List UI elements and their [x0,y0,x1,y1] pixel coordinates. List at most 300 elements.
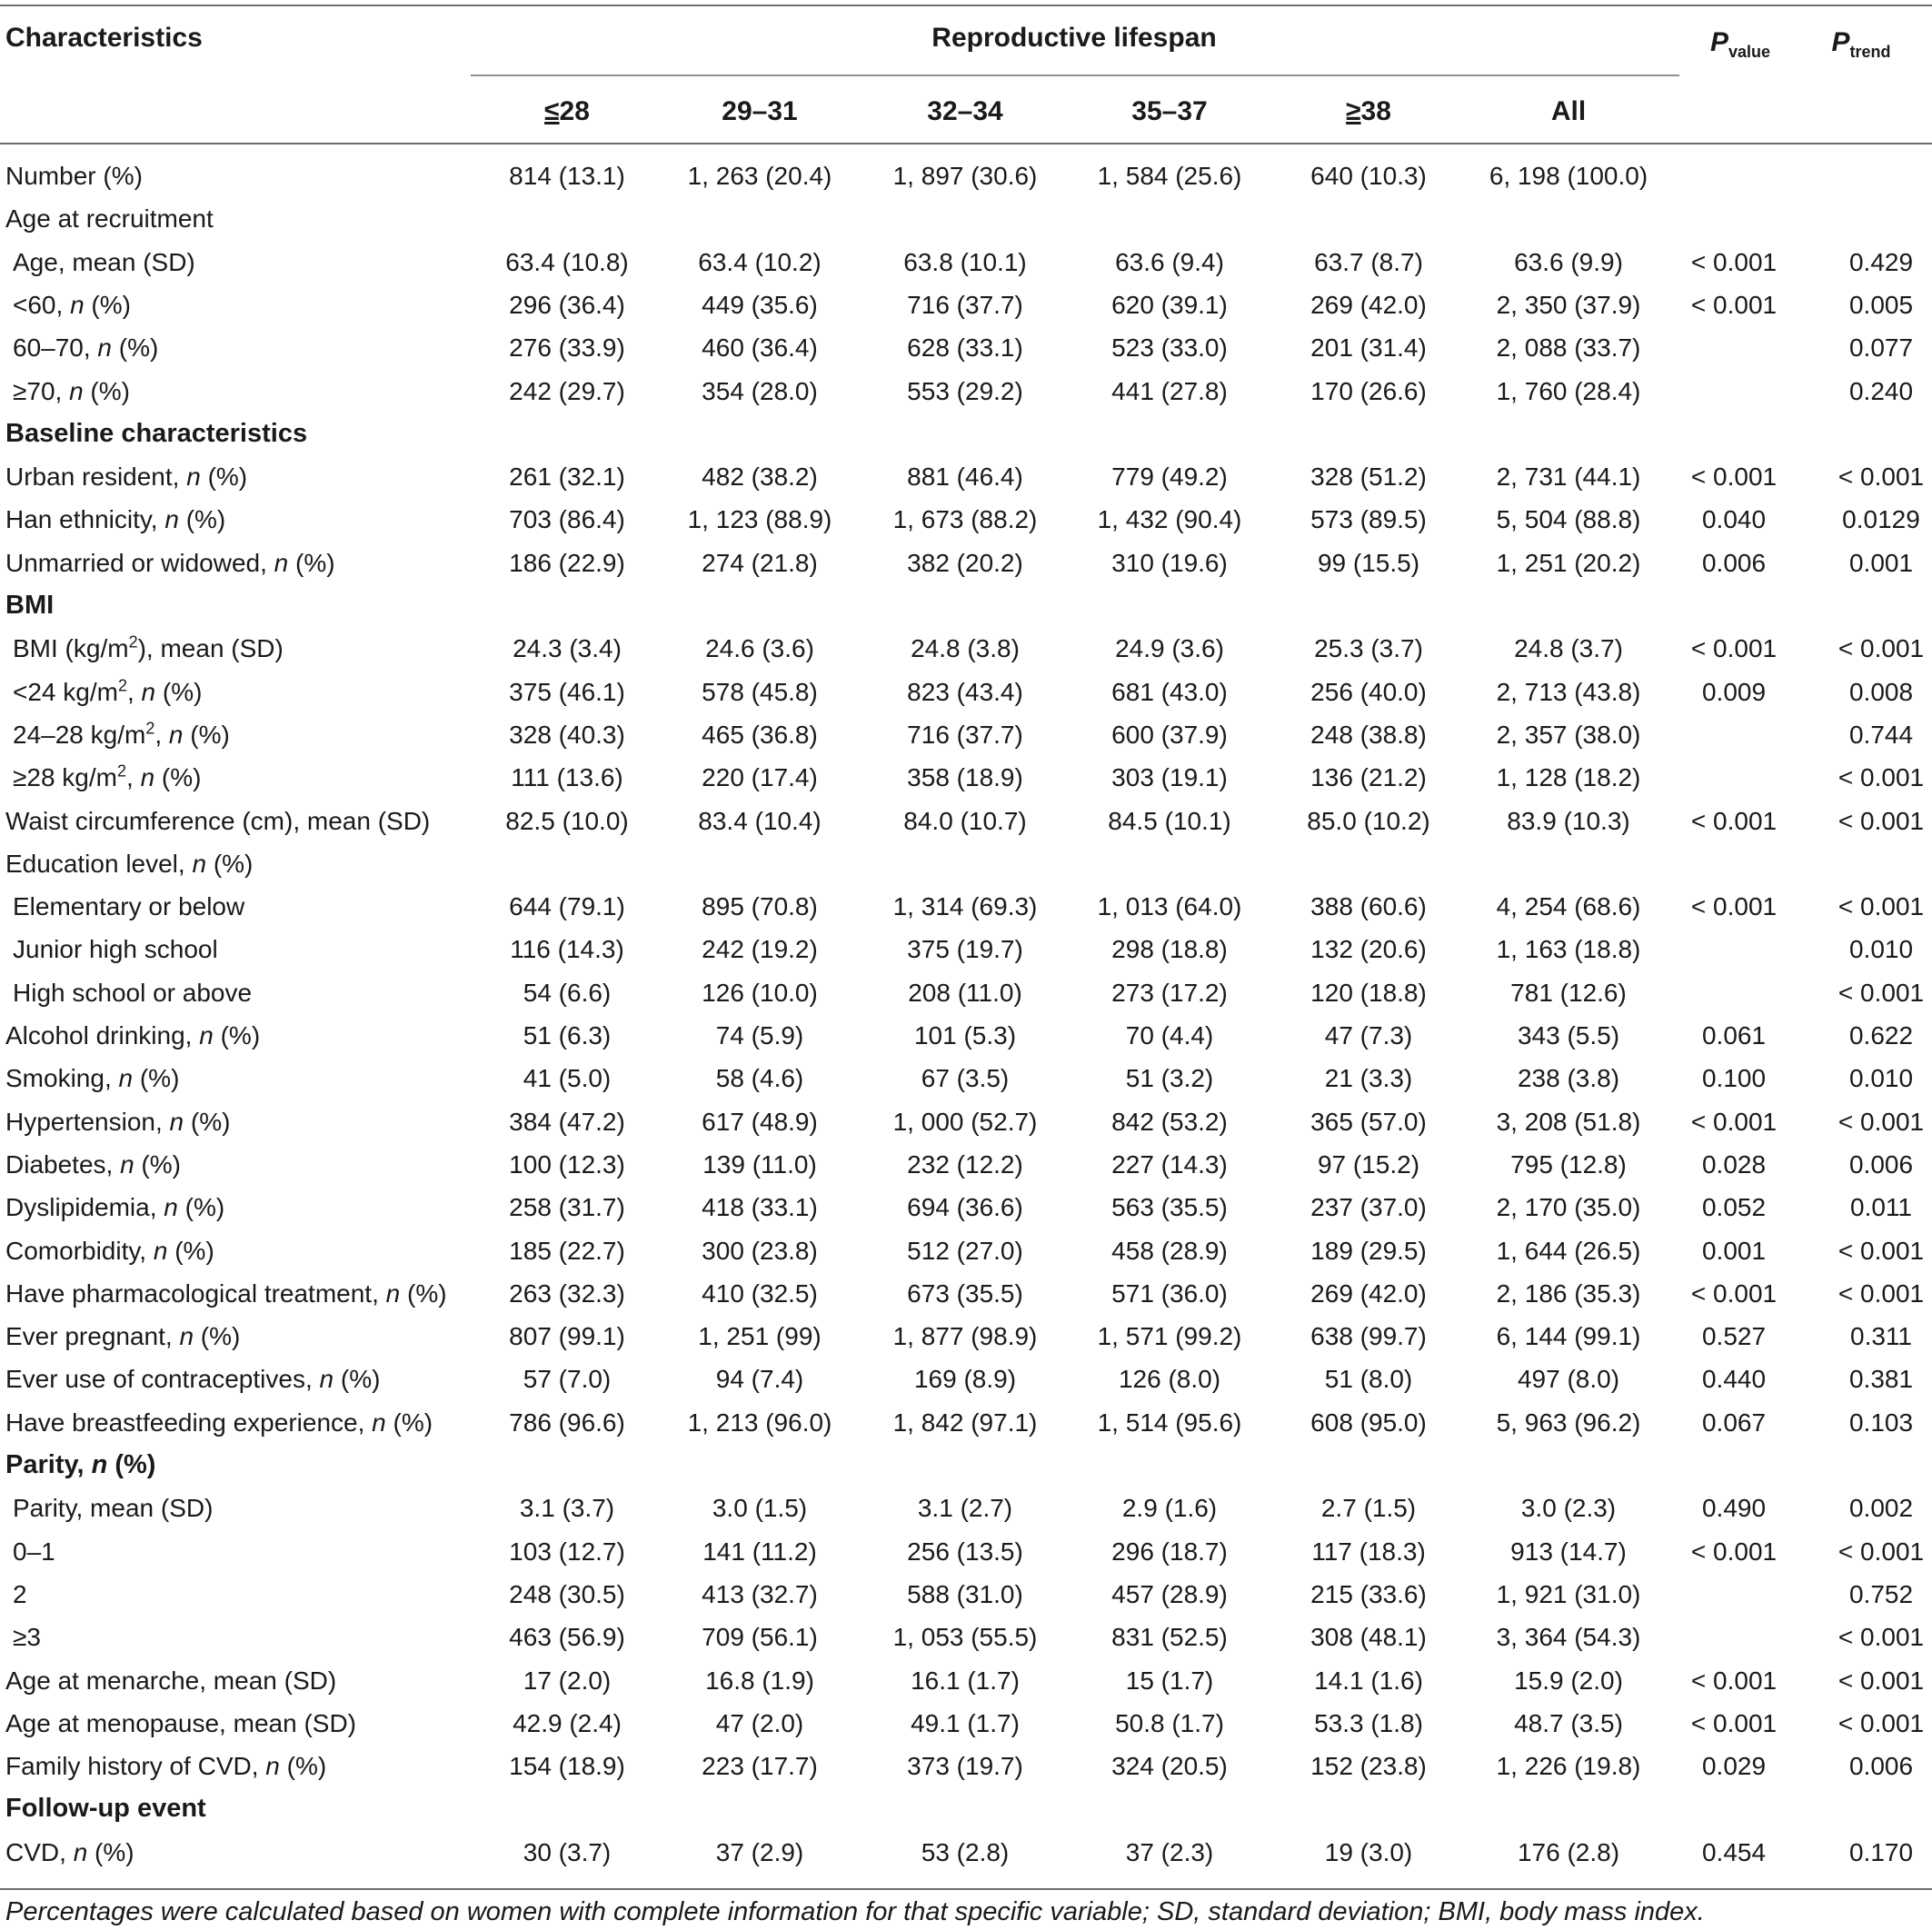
table-row [0,1401,1932,1444]
value-cell: 70 (4.4) [1125,1021,1214,1050]
p-value-cell: < 0.001 [1690,1278,1778,1308]
p-trend-cell: < 0.001 [1837,1278,1925,1308]
p-value-cell: 0.028 [1701,1149,1767,1179]
p-value-cell: < 0.001 [1690,806,1778,835]
value-cell: 41 (5.0) [523,1064,612,1093]
p-trend-cell: < 0.001 [1837,463,1925,492]
value-cell: 716 (37.7) [907,720,1023,749]
value-cell: 256 (13.5) [907,1537,1023,1566]
value-cell: 2, 186 (35.3) [1496,1278,1641,1308]
value-cell: 220 (17.4) [702,763,818,792]
value-cell: 1, 897 (30.6) [892,162,1038,190]
value-cell: 51 (8.0) [1324,1365,1413,1394]
value-cell: 51 (3.2) [1125,1064,1214,1093]
value-cell: 126 (8.0) [1118,1365,1221,1394]
row-label: Baseline characteristics [5,418,308,448]
value-cell: 3, 208 (51.8) [1496,1107,1641,1136]
value-cell: 17 (2.0) [523,1666,612,1695]
value-cell: 418 (33.1) [702,1193,818,1222]
table-row [0,800,1932,842]
value-cell: 482 (38.2) [702,463,818,492]
value-cell: 132 (20.6) [1310,935,1427,964]
value-cell: 460 (36.4) [702,333,818,363]
header-group-rule [471,75,1679,76]
p-value-cell: 0.006 [1701,548,1767,577]
value-cell: 617 (48.9) [702,1107,818,1136]
p-trend-cell: < 0.001 [1837,978,1925,1007]
value-cell: 1, 163 (18.8) [1496,935,1641,964]
table-row [0,1143,1932,1186]
value-cell: 563 (35.5) [1111,1193,1228,1222]
value-cell: 100 (12.3) [509,1149,625,1179]
table-row [0,971,1932,1014]
value-cell: 375 (19.7) [907,935,1023,964]
value-cell: 694 (36.6) [907,1193,1023,1222]
value-cell: 1, 571 (99.2) [1097,1322,1242,1351]
header-p-value-sub: value [1728,43,1771,61]
value-cell: 365 (57.0) [1310,1107,1427,1136]
value-cell: 823 (43.4) [907,677,1023,706]
value-cell: 120 (18.8) [1310,978,1427,1007]
value-cell: 1, 251 (20.2) [1496,548,1641,577]
value-cell: 1, 000 (52.7) [892,1107,1038,1136]
value-cell: 1, 213 (96.0) [687,1408,832,1437]
p-value-cell: 0.029 [1701,1752,1767,1781]
value-cell: 600 (37.9) [1111,720,1228,749]
value-cell: 1, 514 (95.6) [1097,1408,1242,1437]
value-cell: 497 (8.0) [1517,1365,1620,1394]
row-label: Age at menopause, mean (SD) [5,1708,356,1737]
value-cell: 276 (33.9) [509,333,625,363]
value-cell: 47 (7.3) [1324,1021,1413,1050]
value-cell: 47 (2.0) [715,1708,804,1737]
value-cell: 15 (1.7) [1125,1666,1214,1695]
value-cell: 258 (31.7) [509,1193,625,1222]
value-cell: 673 (35.5) [907,1278,1023,1308]
value-cell: 85.0 (10.2) [1307,806,1430,835]
p-value-cell: 0.454 [1701,1837,1767,1866]
p-value-cell: < 0.001 [1690,290,1778,319]
row-label: Hypertension, n (%) [5,1107,231,1136]
value-cell: 58 (4.6) [715,1064,804,1093]
value-cell: 238 (3.8) [1517,1064,1620,1093]
value-cell: 703 (86.4) [509,505,625,534]
value-cell: 152 (23.8) [1310,1752,1427,1781]
value-cell: 141 (11.2) [702,1537,817,1566]
value-cell: 248 (38.8) [1310,720,1427,749]
value-cell: 50.8 (1.7) [1115,1708,1224,1737]
row-label: Follow-up event [5,1794,206,1824]
table-row [0,1358,1932,1400]
p-value-cell: < 0.001 [1690,1666,1778,1695]
value-cell: 16.1 (1.7) [911,1666,1020,1695]
row-label: Ever pregnant, n (%) [5,1322,241,1351]
p-value-cell: < 0.001 [1690,892,1778,921]
value-cell: 2, 731 (44.1) [1496,463,1641,492]
row-label: Number (%) [5,162,143,190]
table-row [0,1272,1932,1315]
p-value-cell: < 0.001 [1690,1708,1778,1737]
section-row [0,1444,1932,1487]
row-label: Parity, mean (SD) [13,1494,214,1523]
table-row [0,1014,1932,1057]
p-trend-cell: < 0.001 [1837,634,1925,663]
p-trend-cell: 0.006 [1848,1752,1914,1781]
value-cell: 49.1 (1.7) [911,1708,1020,1737]
p-value-cell: 0.100 [1701,1064,1767,1093]
value-cell: 223 (17.7) [702,1752,818,1781]
table-row [0,370,1932,413]
p-trend-cell: 0.010 [1848,1064,1914,1093]
value-cell: 458 (28.9) [1111,1236,1228,1265]
value-cell: 189 (29.5) [1310,1236,1427,1265]
row-label: CVD, n (%) [5,1837,134,1866]
value-cell: 37 (2.9) [715,1837,804,1866]
value-cell: 300 (23.8) [702,1236,818,1265]
p-trend-cell: 0.240 [1848,376,1914,405]
table-row [0,671,1932,713]
row-label: 0–1 [13,1537,55,1566]
value-cell: 185 (22.7) [509,1236,625,1265]
value-cell: 3.0 (1.5) [712,1494,808,1523]
p-trend-cell: 0.103 [1848,1408,1914,1437]
value-cell: 5, 963 (96.2) [1496,1408,1641,1437]
table-row [0,928,1932,970]
row-label: Waist circumference (cm), mean (SD) [5,806,431,835]
value-cell: 74 (5.9) [715,1021,804,1050]
p-trend-cell: 0.622 [1848,1021,1914,1050]
value-cell: 3.1 (2.7) [917,1494,1013,1523]
p-trend-cell: 0.0129 [1842,505,1920,534]
p-trend-cell: 0.311 [1850,1322,1912,1351]
row-label: 24–28 $kg/m^2$, n (%) [13,719,230,749]
section-row [0,413,1932,455]
value-cell: 269 (42.0) [1310,1278,1427,1308]
table-row [0,284,1932,326]
value-cell: 881 (46.4) [907,463,1023,492]
p-trend-cell: 0.010 [1848,935,1914,964]
table-row [0,498,1932,541]
value-cell: 117 (18.3) [1311,1537,1426,1566]
value-cell: 1, 673 (88.2) [892,505,1038,534]
p-value-cell: < 0.001 [1690,247,1778,276]
p-trend-cell: 0.744 [1848,720,1914,749]
column-header: 35–37 [1131,96,1208,126]
row-label: Junior high school [13,935,218,964]
value-cell: 1, 314 (69.3) [892,892,1038,921]
value-cell: 176 (2.8) [1517,1837,1620,1866]
value-cell: 169 (8.9) [913,1365,1017,1394]
p-value-cell: 0.490 [1701,1494,1767,1523]
value-cell: 24.6 (3.6) [705,634,814,663]
table-top-rule [0,5,1932,6]
value-cell: 83.4 (10.4) [698,806,822,835]
value-cell: 83.9 (10.3) [1507,806,1630,835]
value-cell: 1, 128 (18.2) [1496,763,1641,792]
row-label: Comorbidity, n (%) [5,1236,214,1265]
table-row [0,756,1932,799]
value-cell: 63.6 (9.9) [1514,247,1623,276]
value-cell: 269 (42.0) [1310,290,1427,319]
value-cell: 139 (11.0) [702,1149,817,1179]
header-characteristics: Characteristics [5,23,203,53]
value-cell: 256 (40.0) [1310,677,1427,706]
p-trend-cell: 0.005 [1848,290,1914,319]
row-label: 60–70, n (%) [13,333,159,363]
table-row [0,1831,1932,1874]
value-cell: 781 (12.6) [1510,978,1627,1007]
value-cell: 53.3 (1.8) [1314,1708,1423,1737]
value-cell: 1, 251 (99) [698,1322,822,1351]
p-value-cell: 0.001 [1701,1236,1767,1265]
row-label: Elementary or below [13,892,245,921]
value-cell: 111 (13.6) [511,763,623,792]
table-row [0,1573,1932,1616]
value-cell: 512 (27.0) [907,1236,1023,1265]
value-cell: 449 (35.6) [702,290,818,319]
value-cell: 324 (20.5) [1111,1752,1228,1781]
value-cell: 1, 013 (64.0) [1097,892,1242,921]
column-header: ≥38 [1346,96,1391,126]
p-value-cell: < 0.001 [1690,634,1778,663]
value-cell: 237 (37.0) [1310,1193,1427,1222]
value-cell: 588 (31.0) [907,1579,1023,1608]
table-row [0,326,1932,369]
row-label: High school or above [13,978,253,1007]
p-value-cell: 0.061 [1701,1021,1767,1050]
value-cell: 1, 432 (90.4) [1097,505,1242,534]
table-row [0,1100,1932,1143]
p-value-cell: 0.440 [1701,1365,1767,1394]
row-label: Dyslipidemia, n (%) [5,1193,225,1222]
table-row [0,1616,1932,1658]
p-value-cell: 0.527 [1701,1322,1767,1351]
p-value-cell: 0.040 [1701,505,1767,534]
value-cell: 63.8 (10.1) [903,247,1027,276]
table-row [0,1530,1932,1573]
table-row [0,1487,1932,1529]
p-trend-cell: < 0.001 [1837,763,1925,792]
value-cell: 463 (56.9) [509,1623,625,1652]
value-cell: 465 (36.8) [702,720,818,749]
p-trend-cell: < 0.001 [1837,806,1925,835]
value-cell: 63.4 (10.8) [505,247,629,276]
value-cell: 709 (56.1) [702,1623,818,1652]
row-label: Age at menarche, mean (SD) [5,1666,337,1695]
column-header: 32–34 [927,96,1003,126]
value-cell: 571 (36.0) [1111,1278,1228,1308]
value-cell: 457 (28.9) [1111,1579,1228,1608]
table-row [0,1745,1932,1787]
value-cell: 101 (5.3) [913,1021,1017,1050]
table-row [0,455,1932,498]
p-trend-cell: 0.011 [1850,1193,1912,1222]
value-cell: 53 (2.8) [921,1837,1010,1866]
value-cell: 298 (18.8) [1111,935,1228,964]
value-cell: 97 (15.2) [1317,1149,1420,1179]
value-cell: 373 (19.7) [907,1752,1023,1781]
value-cell: 644 (79.1) [509,892,625,921]
table-row [0,842,1932,885]
value-cell: 25.3 (3.7) [1314,634,1423,663]
p-trend-cell: < 0.001 [1837,1708,1925,1737]
value-cell: 6, 198 (100.0) [1489,162,1648,190]
table-row [0,885,1932,928]
value-cell: 154 (18.9) [509,1752,625,1781]
value-cell: 578 (45.8) [702,677,818,706]
p-trend-cell: 0.006 [1848,1149,1914,1179]
value-cell: 84.5 (10.1) [1108,806,1231,835]
value-cell: 54 (6.6) [523,978,612,1007]
value-cell: 3.0 (2.3) [1520,1494,1617,1523]
value-cell: 2, 350 (37.9) [1496,290,1641,319]
p-value-cell: < 0.001 [1690,463,1778,492]
p-trend-cell: 0.001 [1848,548,1914,577]
value-cell: 2.7 (1.5) [1320,1494,1417,1523]
value-cell: 310 (19.6) [1111,548,1228,577]
value-cell: 19 (3.0) [1324,1837,1413,1866]
table-bottom-rule [0,1888,1932,1890]
value-cell: 136 (21.2) [1310,763,1427,792]
p-trend-cell: 0.170 [1848,1837,1914,1866]
value-cell: 384 (47.2) [509,1107,625,1136]
row-label: <24 $kg/m^2$, n (%) [13,676,203,706]
value-cell: 628 (33.1) [907,333,1023,363]
value-cell: 208 (11.0) [908,978,1022,1007]
value-cell: 14.1 (1.6) [1314,1666,1423,1695]
value-cell: 215 (33.6) [1310,1579,1427,1608]
row-label: Age, mean (SD) [13,247,195,276]
value-cell: 375 (46.1) [509,677,625,706]
value-cell: 382 (20.2) [907,548,1023,577]
value-cell: 296 (36.4) [509,290,625,319]
value-cell: 170 (26.6) [1310,376,1427,405]
p-value-cell: < 0.001 [1690,1107,1778,1136]
p-trend-cell: 0.381 [1848,1365,1914,1394]
p-value-cell: 0.052 [1701,1193,1767,1222]
column-header: All [1550,96,1587,126]
row-label: Ever use of contraceptives, n (%) [5,1365,381,1394]
value-cell: 388 (60.6) [1310,892,1427,921]
table-footnote: Percentages were calculated based on women with complete information for that specific variable; SD, standard deviation; BMI, body mass index. [5,1897,1705,1926]
table-row [0,627,1932,670]
value-cell: 5, 504 (88.8) [1496,505,1641,534]
value-cell: 24.9 (3.6) [1115,634,1224,663]
value-cell: 63.7 (8.7) [1314,247,1423,276]
value-cell: 24.8 (3.8) [911,634,1020,663]
row-label: BMI $(kg/m^2)$, mean (SD) [13,632,284,663]
row-label: ≥70, n (%) [13,376,130,405]
row-label: Family history of CVD, n (%) [5,1752,327,1781]
value-cell: 328 (51.2) [1310,463,1427,492]
value-cell: 1, 053 (55.5) [892,1623,1038,1652]
value-cell: 620 (39.1) [1111,290,1228,319]
table-row [0,1315,1932,1358]
value-cell: 24.8 (3.7) [1514,634,1623,663]
row-label: Smoking, n (%) [5,1064,180,1093]
value-cell: 1, 644 (26.5) [1496,1236,1641,1265]
value-cell: 273 (17.2) [1111,978,1228,1007]
p-value-cell: 0.009 [1701,677,1767,706]
value-cell: 1, 760 (28.4) [1496,376,1641,405]
value-cell: 296 (18.7) [1111,1537,1228,1566]
value-cell: 242 (29.7) [509,376,625,405]
value-cell: 116 (14.3) [510,935,624,964]
value-cell: 42.9 (2.4) [513,1708,622,1737]
value-cell: 261 (32.1) [509,463,625,492]
value-cell: 2, 713 (43.8) [1496,677,1641,706]
value-cell: 814 (13.1) [509,162,625,190]
value-cell: 1, 842 (97.1) [892,1408,1038,1437]
table-row [0,542,1932,584]
value-cell: 328 (40.3) [509,720,625,749]
value-cell: 242 (19.2) [702,935,818,964]
p-trend-cell: < 0.001 [1837,1107,1925,1136]
row-label: Urban resident, n (%) [5,463,248,492]
value-cell: 358 (18.9) [907,763,1023,792]
p-value-cell: < 0.001 [1690,1537,1778,1566]
value-cell: 2.9 (1.6) [1121,1494,1218,1523]
p-trend-cell: 0.429 [1848,247,1914,276]
value-cell: 67 (3.5) [921,1064,1010,1093]
value-cell: 895 (70.8) [702,892,818,921]
value-cell: 831 (52.5) [1111,1623,1228,1652]
value-cell: 573 (89.5) [1310,505,1427,534]
value-cell: 795 (12.8) [1510,1149,1627,1179]
value-cell: 1, 584 (25.6) [1097,162,1242,190]
p-trend-cell: < 0.001 [1837,1236,1925,1265]
value-cell: 3.1 (3.7) [519,1494,615,1523]
value-cell: 354 (28.0) [702,376,818,405]
value-cell: 57 (7.0) [523,1365,612,1394]
value-cell: 4, 254 (68.6) [1496,892,1641,921]
value-cell: 640 (10.3) [1310,162,1427,190]
value-cell: 807 (99.1) [509,1322,625,1351]
value-cell: 303 (19.1) [1111,763,1228,792]
header-p-trend-sub: trend [1849,43,1891,61]
p-trend-cell: < 0.001 [1837,1623,1925,1652]
value-cell: 913 (14.7) [1510,1537,1627,1566]
value-cell: 48.7 (3.5) [1514,1708,1623,1737]
p-trend-cell: 0.752 [1848,1579,1914,1608]
value-cell: 308 (48.1) [1310,1623,1427,1652]
row-label: Parity, n (%) [5,1450,156,1479]
row-label: Unmarried or widowed, n (%) [5,548,335,577]
row-label: BMI [5,591,55,620]
row-label: <60, n (%) [13,290,131,319]
header-bottom-rule [0,143,1932,144]
row-label: Have breastfeeding experience, n (%) [5,1408,433,1437]
value-cell: 779 (49.2) [1111,463,1228,492]
value-cell: 842 (53.2) [1111,1107,1228,1136]
value-cell: 6, 144 (99.1) [1496,1322,1641,1351]
table-row [0,1702,1932,1745]
value-cell: 608 (95.0) [1310,1408,1427,1437]
p-trend-cell: 0.077 [1848,333,1914,363]
p-trend-cell: 0.008 [1848,677,1914,706]
value-cell: 1, 877 (98.9) [892,1322,1038,1351]
value-cell: 441 (27.8) [1111,376,1228,405]
table-row [0,1229,1932,1272]
value-cell: 99 (15.5) [1317,548,1420,577]
value-cell: 63.4 (10.2) [698,247,822,276]
value-cell: 186 (22.9) [509,548,625,577]
row-label: Diabetes, n (%) [5,1149,181,1179]
value-cell: 37 (2.3) [1125,1837,1214,1866]
value-cell: 1, 123 (88.9) [687,505,832,534]
value-cell: 1, 263 (20.4) [687,162,832,190]
value-cell: 343 (5.5) [1517,1021,1620,1050]
